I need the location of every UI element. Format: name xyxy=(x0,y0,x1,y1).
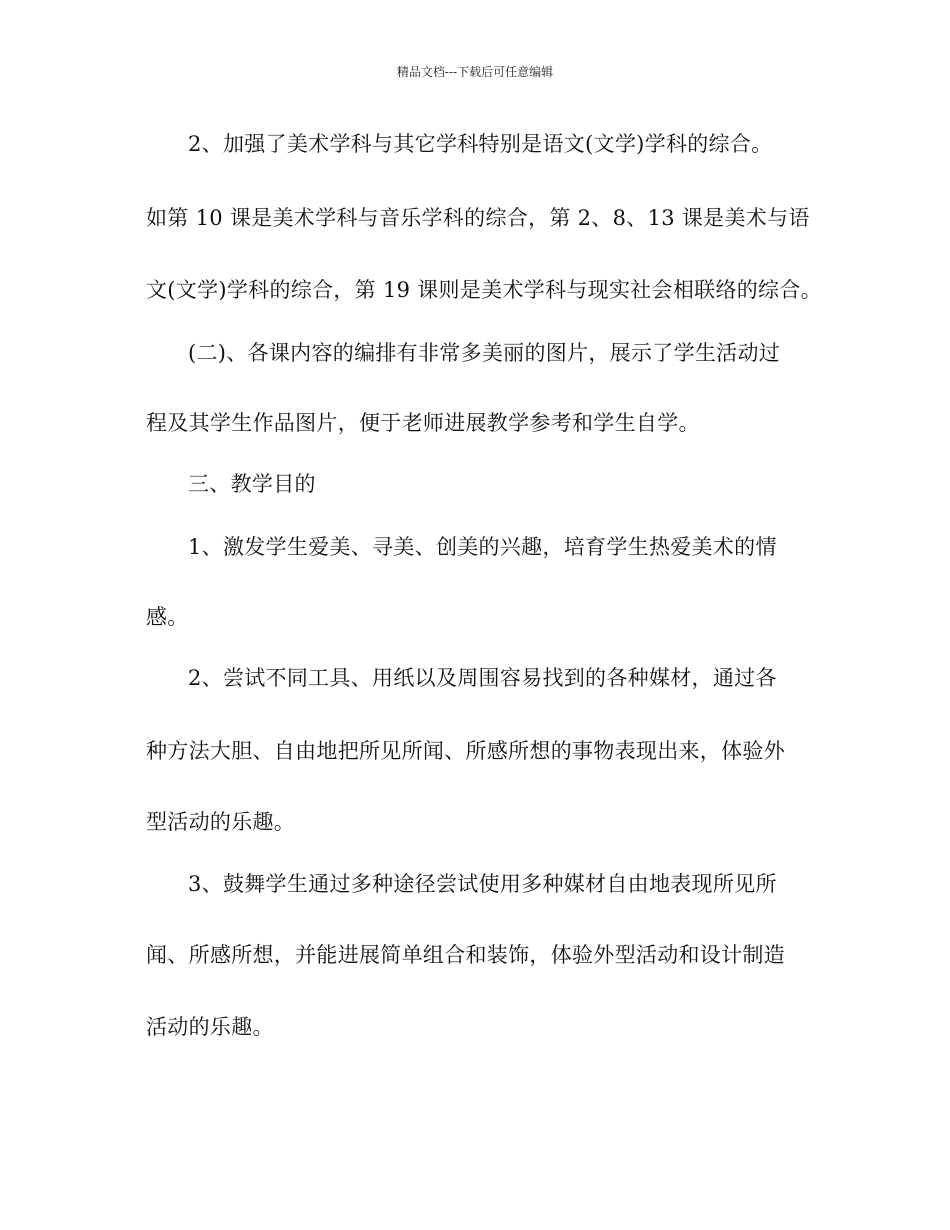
page-header: 精品文档---下载后可任意编辑 xyxy=(396,65,554,79)
section-heading: 三、教学目的 xyxy=(188,472,316,496)
body-line-9: 2、尝试不同工具、用纸以及周围容易找到的各种媒材，通过各 xyxy=(188,666,777,690)
body-line-12: 3、鼓舞学生通过多种途径尝试使用多种媒材自由地表现所见所 xyxy=(188,872,777,896)
body-line-13: 闻、所感所想，并能进展简单组合和装饰，体验外型活动和设计制造 xyxy=(146,943,785,967)
body-line-1: 2、加强了美术学科与其它学科特别是语文(文学)学科的综合。 xyxy=(188,132,773,156)
body-line-10: 种方法大胆、自由地把所见所闻、所感所想的事物表现出来，体验外 xyxy=(146,739,785,763)
body-line-4: (二)、各课内容的编排有非常多美丽的图片，展示了学生活动过 xyxy=(188,341,781,365)
body-line-14: 活动的乐趣。 xyxy=(146,1015,274,1039)
body-line-8: 感。 xyxy=(146,605,189,629)
body-line-5: 程及其学生作品图片，便于老师进展教学参考和学生自学。 xyxy=(146,411,700,435)
body-line-3: 文(文学)学科的综合，第 19 课则是美术学科与现实社会相联络的综合。 xyxy=(146,278,822,302)
body-line-11: 型活动的乐趣。 xyxy=(146,810,296,834)
body-line-7: 1、激发学生爱美、寻美、创美的兴趣，培育学生热爱美术的情 xyxy=(188,535,777,559)
body-line-2: 如第 10 课是美术学科与音乐学科的综合，第 2、8、13 课是美术与语 xyxy=(146,206,810,230)
